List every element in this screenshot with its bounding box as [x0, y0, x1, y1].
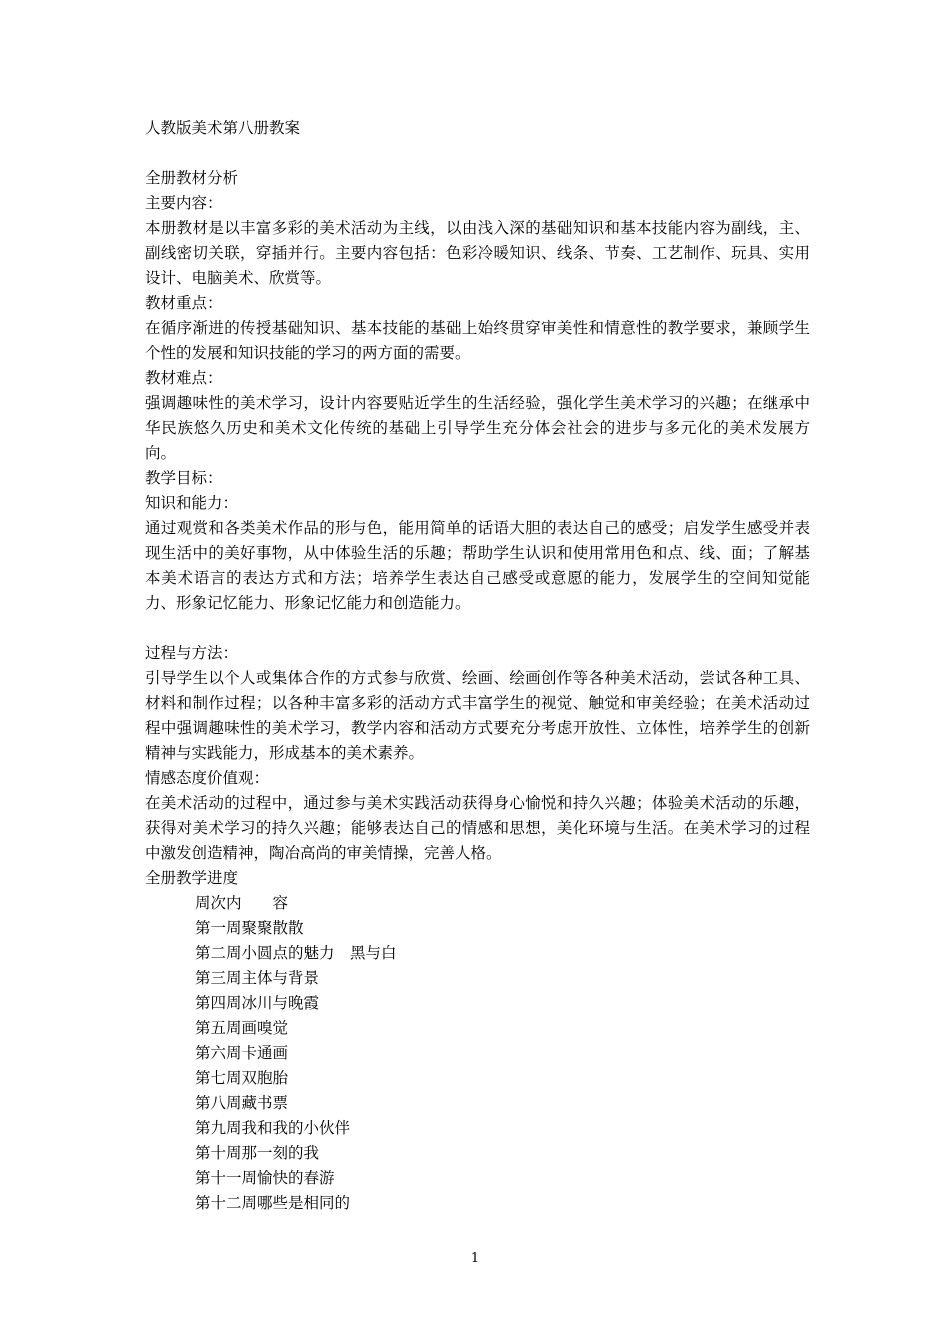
- page-number: 1: [470, 1251, 480, 1266]
- key-points-paragraph: 在循序渐进的传授基础知识、基本技能的基础上始终贯穿审美性和情意性的教学要求，兼顾学生个性的发展和知识技能的学习的两方面的需要。: [145, 319, 810, 362]
- schedule-heading: 全册教学进度: [145, 869, 239, 887]
- process-paragraph: 引导学生以个人或集体合作的方式参与欣赏、绘画、绘画创作等各种美术活动，尝试各种工具、材料和制作过程；以各种丰富多彩的活动方式丰富学生的视觉、触觉和审美经验；在美术活动过程中强调趣味性的美术学习，教学内容和活动方式要充分考虑开放性、立体性，培养学生的创新精神与实践能力，形成基本的美术素养。: [145, 669, 810, 762]
- schedule-item: 第八周藏书票: [195, 1094, 289, 1112]
- knowledge-paragraph: 通过观赏和各类美术作品的形与色，能用简单的话语大胆的表达自己的感受；启发学生感受并表现生活中的美好事物，从中体验生活的乐趣；帮助学生认识和使用常用色和点、线、面；了解基本美术语言的表达方式和方法；培养学生表达自己感受或意愿的能力，发展学生的空间知觉能力、形象记忆能力、形象记忆能力和创造能力。: [145, 519, 810, 612]
- content-paragraph: 本册教材是以丰富多彩的美术活动为主线，以由浅入深的基础知识和基本技能内容为副线，主、副线密切关联，穿插并行。主要内容包括：色彩冷暖知识、线条、节奏、工艺制作、玩具、实用设计、电脑美术、欣赏等。: [145, 219, 810, 287]
- schedule-item: 第一周聚聚散散: [195, 919, 304, 937]
- attitude-label: 情感态度价值观：: [145, 769, 270, 787]
- schedule-item: 第十一周愉快的春游: [195, 1169, 335, 1187]
- document-body: [145, 166, 810, 1216]
- schedule-header: 周次内 容: [195, 894, 289, 912]
- key-points-label: 教材重点：: [145, 294, 223, 312]
- schedule-item: 第五周画嗅觉: [195, 1019, 289, 1037]
- schedule-item: 第二周小圆点的魅力 黑与白: [195, 944, 397, 962]
- schedule-item: 第十二周哪些是相同的: [195, 1194, 351, 1212]
- difficulties-paragraph: 强调趣味性的美术学习，设计内容要贴近学生的生活经验，强化学生美术学习的兴趣；在继承中华民族悠久历史和美术文化传统的基础上引导学生充分体会社会的进步与多元化的美术发展方向。: [145, 394, 810, 462]
- document-title: 人教版美术第八册教案: [145, 119, 301, 137]
- schedule-item: 第六周卡通画: [195, 1044, 289, 1062]
- schedule-item: 第十周那一刻的我: [195, 1144, 320, 1162]
- goals-label: 教学目标：: [145, 469, 223, 487]
- analysis-heading: 全册教材分析: [145, 169, 239, 187]
- schedule-item: 第三周主体与背景: [195, 969, 320, 987]
- blank-line: [145, 616, 810, 641]
- difficulties-label: 教材难点：: [145, 369, 223, 387]
- attitude-paragraph: 在美术活动的过程中，通过参与美术实践活动获得身心愉悦和持久兴趣；体验美术活动的乐趣，获得对美术学习的持久兴趣；能够表达自己的情感和思想，美化环境与生活。在美术学习的过程中激发创造精神，陶冶高尚的审美情操，完善人格。: [145, 794, 810, 862]
- content-label: 主要内容：: [145, 194, 223, 212]
- schedule-list: [195, 891, 810, 1216]
- knowledge-label: 知识和能力：: [145, 494, 239, 512]
- process-label: 过程与方法：: [145, 644, 239, 662]
- schedule-item: 第四周冰川与晚霞: [195, 994, 320, 1012]
- schedule-item: 第九周我和我的小伙伴: [195, 1119, 351, 1137]
- schedule-item: 第七周双胞胎: [195, 1069, 289, 1087]
